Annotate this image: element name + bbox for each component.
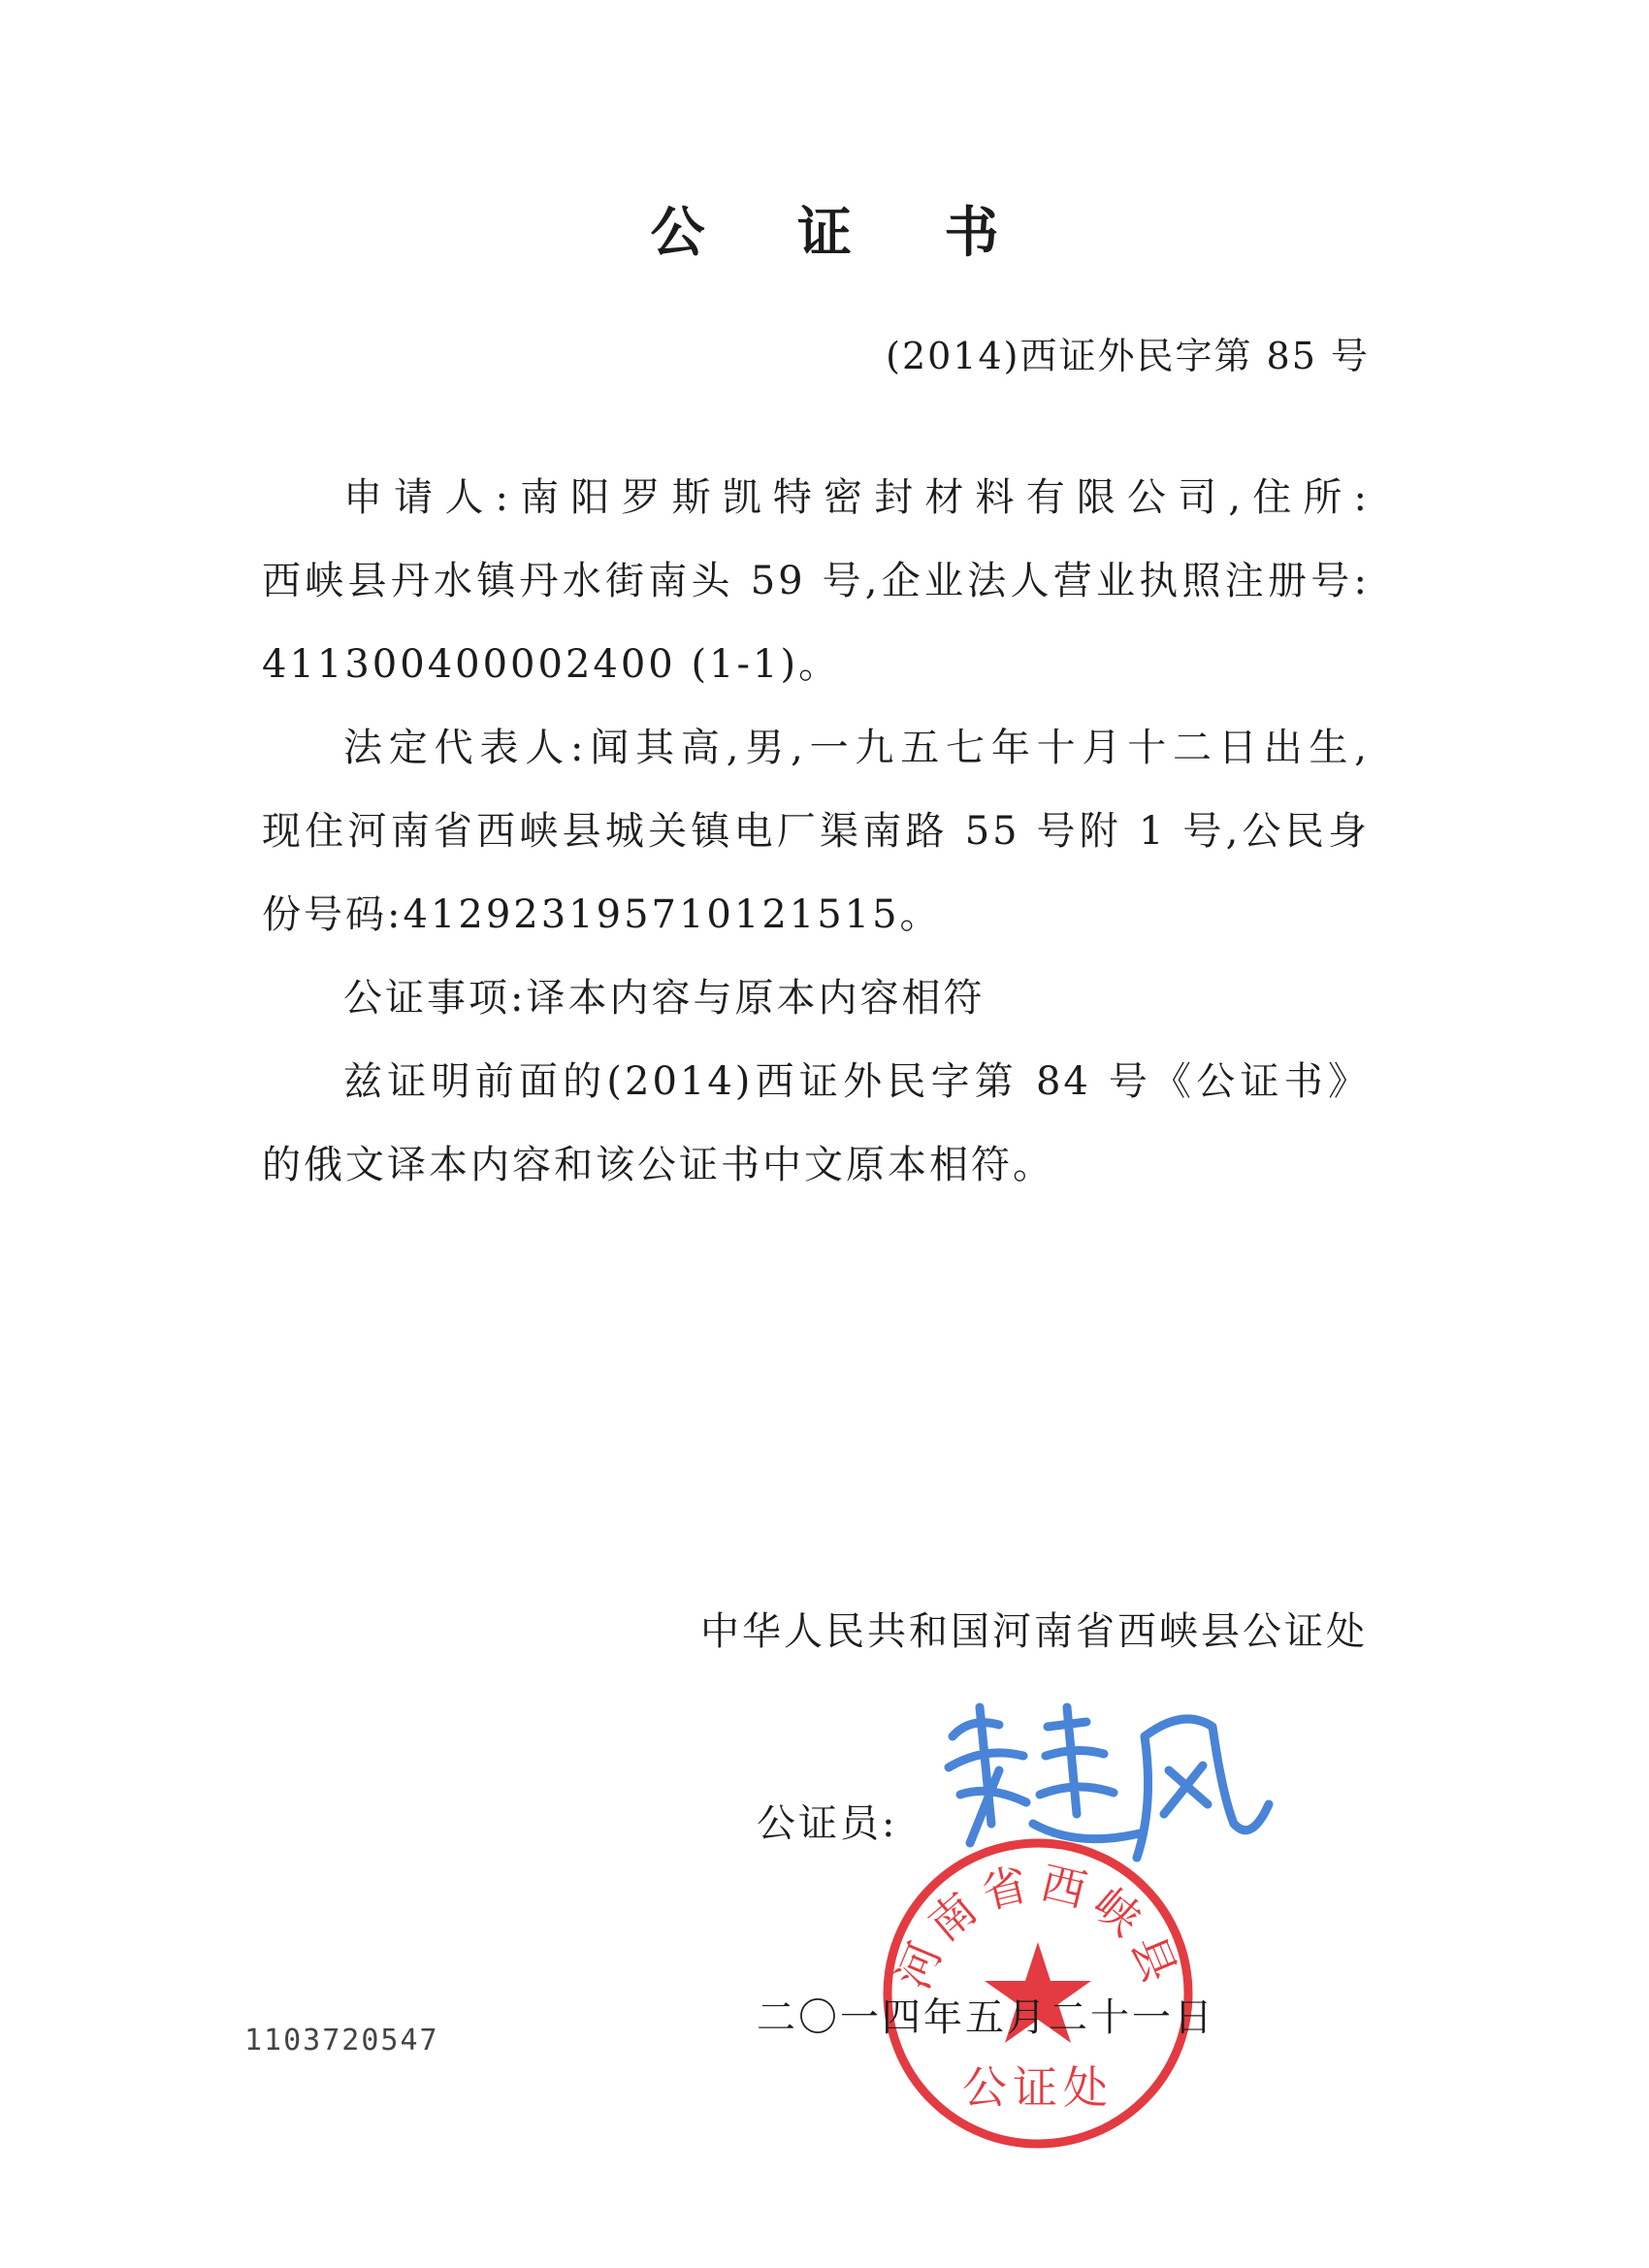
representative-line-1: 法定代表人:闻其高,男,一九五七年十月十二日出生, [343, 726, 1370, 770]
applicant-line-3: 411300400002400 (1-1)。 [262, 642, 841, 687]
seal-bottom-text: 公证处 [962, 2061, 1114, 2114]
document-body [262, 456, 1370, 1207]
representative-line-3: 份号码:412923195710121515。 [262, 892, 942, 937]
document-title: 公 证 书 [650, 201, 1036, 265]
document-date: 二〇一四年五月二十一日 [757, 1995, 1215, 2040]
applicant-line-2: 西峡县丹水镇丹水街南头 59 号,企业法人营业执照注册号: [262, 559, 1370, 603]
serial-number: 1103720547 [244, 2024, 439, 2057]
representative-line-2: 现住河南省西峡县城关镇电厂渠南路 55 号附 1 号,公民身 [262, 809, 1370, 854]
notary-label: 公证员: [757, 1801, 898, 1846]
certification-line-2: 的俄文译本内容和该公证书中文原本相符。 [262, 1143, 1054, 1187]
notary-office-name: 中华人民共和国河南省西峡县公证处 [700, 1609, 1368, 1654]
seal-ring-text: 河南省西峡县 [886, 1856, 1190, 1996]
certification-line-1: 兹证明前面的(2014)西证外民字第 84 号《公证书》 [343, 1059, 1370, 1104]
notarial-matter: 公证事项:译本内容与原本内容相符 [343, 976, 986, 1021]
applicant-line-1: 申请人:南阳罗斯凯特密封材料有限公司,住所: [343, 475, 1370, 520]
document-number: (2014)西证外民字第 85 号 [886, 335, 1370, 377]
